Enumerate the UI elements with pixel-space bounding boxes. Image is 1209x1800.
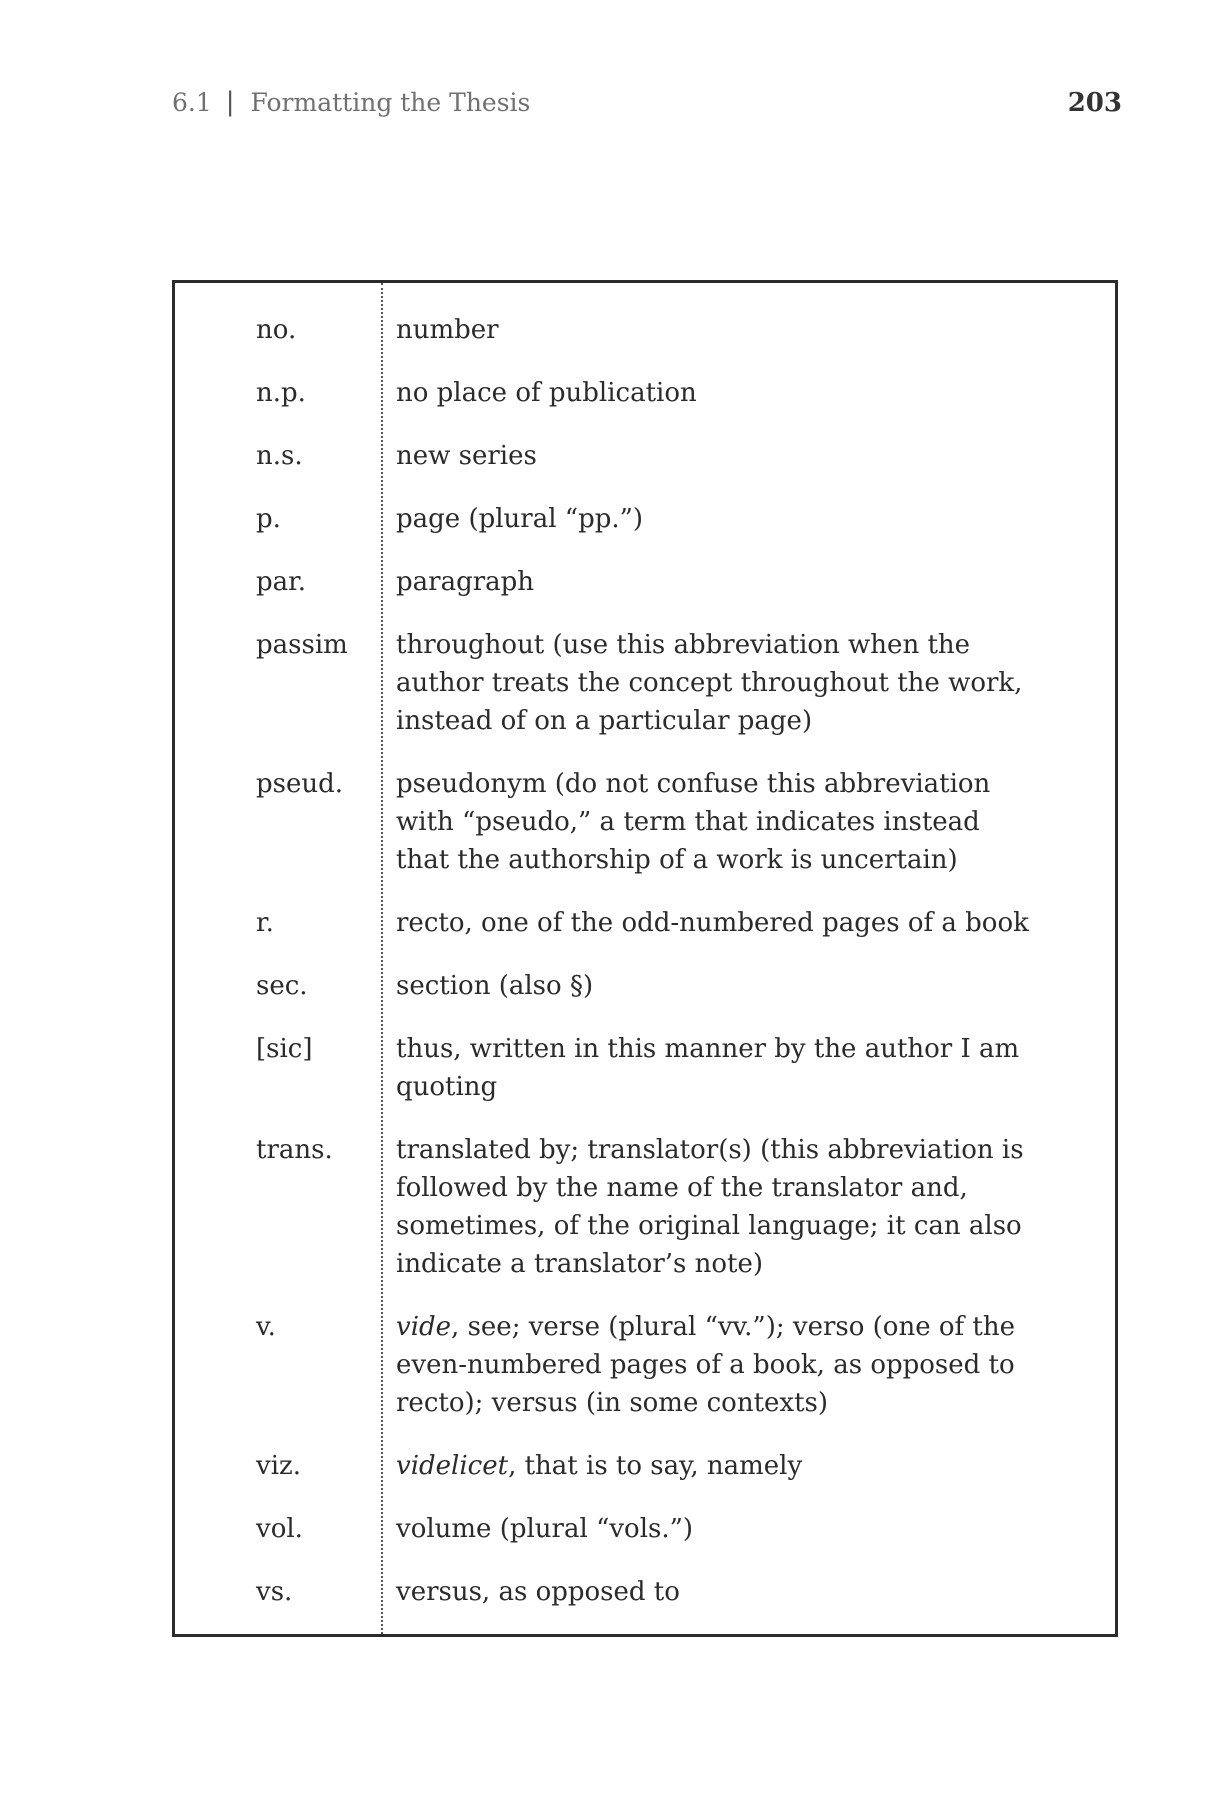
abbreviation: n.p.: [256, 378, 306, 408]
table-row: [175, 1510, 1115, 1548]
definition: paragraph: [396, 567, 535, 597]
table-row: [175, 765, 1115, 879]
abbreviation: vol.: [256, 1514, 303, 1544]
table-row: [175, 1447, 1115, 1485]
definition: throughout (use this abbreviation when the author treats the concept throughout the work, instead of on a particular page): [396, 630, 1023, 736]
definition: thus, written in this manner by the author I am quoting: [396, 1034, 1020, 1102]
section-title: Formatting the Thesis: [250, 88, 531, 117]
definition-italic-term: videlicet: [396, 1451, 509, 1481]
abbreviation: r.: [256, 908, 274, 938]
definition-rest: , see; verse (plural “vv.”); verso (one of the even-numbered pages of a book, as opposed to recto); versus (in some contexts): [396, 1312, 1015, 1418]
abbreviation: par.: [256, 567, 306, 597]
definition: recto, one of the odd-numbered pages of a book: [396, 908, 1029, 938]
definition: number: [396, 315, 499, 345]
page-number: 203: [1067, 88, 1122, 118]
definition: [396, 1308, 1036, 1422]
definition: volume (plural “vols.”): [396, 1514, 694, 1544]
table-row: [175, 1030, 1115, 1106]
definition: versus, as opposed to: [396, 1577, 680, 1607]
definition: no place of publication: [396, 378, 697, 408]
table-row: [175, 437, 1115, 475]
table-row: [175, 626, 1115, 740]
definition: page (plural “pp.”): [396, 504, 644, 534]
definition: [396, 1447, 1036, 1485]
table-row: [175, 1308, 1115, 1422]
table-row: [175, 967, 1115, 1005]
table-row: [175, 311, 1115, 349]
abbreviation: no.: [256, 315, 297, 345]
abbreviation: [sic]: [256, 1034, 313, 1064]
table-row: [175, 1573, 1115, 1611]
abbreviation: vs.: [256, 1577, 293, 1607]
definition: section (also §): [396, 971, 594, 1001]
running-head-left: [172, 88, 530, 118]
definition-italic-term: vide: [396, 1312, 452, 1342]
running-head: [172, 88, 1122, 128]
definition: translated by; translator(s) (this abbreviation is followed by the name of the translator and, sometimes, of the original language; it can also indicate a translator’s note): [396, 1135, 1024, 1279]
abbreviation: sec.: [256, 971, 308, 1001]
table-row: [175, 1131, 1115, 1283]
abbreviation: v.: [256, 1312, 276, 1342]
table-row: [175, 904, 1115, 942]
table-row: [175, 374, 1115, 412]
definition: new series: [396, 441, 537, 471]
table-rows: [175, 311, 1115, 1636]
abbreviations-table: [172, 280, 1118, 1637]
abbreviation: trans.: [256, 1135, 333, 1165]
abbreviation: pseud.: [256, 769, 344, 799]
definition: pseudonym (do not confuse this abbreviation with “pseudo,” a term that indicates instead that the authorship of a work is uncertain): [396, 769, 991, 875]
table-row: [175, 563, 1115, 601]
abbreviation: p.: [256, 504, 281, 534]
abbreviation: n.s.: [256, 441, 303, 471]
table-row: [175, 500, 1115, 538]
abbreviation: passim: [256, 630, 348, 660]
definition-rest: , that is to say, namely: [508, 1451, 803, 1481]
abbreviation: viz.: [256, 1451, 301, 1481]
section-number: 6.1: [172, 88, 212, 117]
header-separator: |: [225, 87, 235, 117]
